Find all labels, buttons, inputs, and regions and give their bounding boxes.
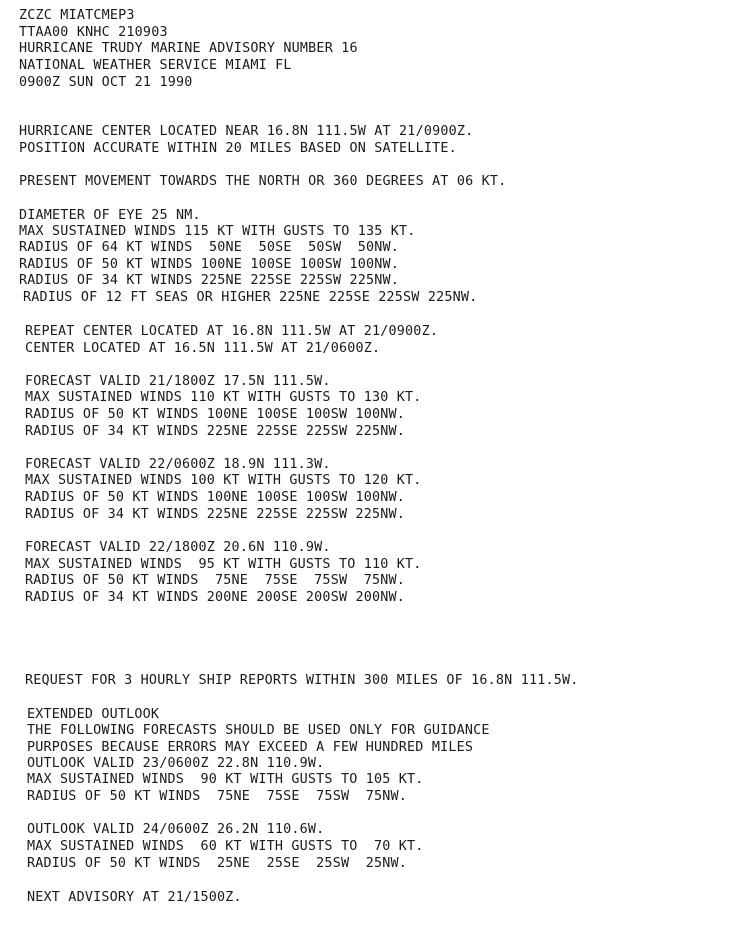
forecast-3-valid: FORECAST VALID 22/1800Z 20.6N 110.9W. bbox=[25, 540, 331, 555]
advisory-title: HURRICANE TRUDY MARINE ADVISORY NUMBER 16 bbox=[19, 41, 358, 56]
forecast-3-radius-50kt: RADIUS OF 50 KT WINDS 75NE 75SE 75SW 75NW. bbox=[25, 573, 406, 588]
guidance-note-1: THE FOLLOWING FORECASTS SHOULD BE USED ONLY FOR GUIDANCE bbox=[27, 723, 490, 738]
outlook-2-radius-50kt: RADIUS OF 50 KT WINDS 25NE 25SE 25SW 25NW. bbox=[27, 856, 408, 871]
next-advisory: NEXT ADVISORY AT 21/1500Z. bbox=[27, 890, 242, 905]
current-radius-34kt: RADIUS OF 34 KT WINDS 225NE 225SE 225SW 225NW. bbox=[19, 273, 400, 288]
forecast-3-max-winds: MAX SUSTAINED WINDS 95 KT WITH GUSTS TO 110 KT. bbox=[25, 557, 422, 572]
current-max-winds: MAX SUSTAINED WINDS 115 KT WITH GUSTS TO 135 KT. bbox=[19, 224, 416, 239]
outlook-2-max-winds: MAX SUSTAINED WINDS 60 KT WITH GUSTS TO 70 KT. bbox=[27, 839, 424, 854]
current-radius-64kt: RADIUS OF 64 KT WINDS 50NE 50SE 50SW 50NW. bbox=[19, 240, 400, 255]
forecast-2-radius-50kt: RADIUS OF 50 KT WINDS 100NE 100SE 100SW 100NW. bbox=[25, 490, 406, 505]
forecast-1-radius-50kt: RADIUS OF 50 KT WINDS 100NE 100SE 100SW 100NW. bbox=[25, 407, 406, 422]
ship-report-request: REQUEST FOR 3 HOURLY SHIP REPORTS WITHIN 300 MILES OF 16.8N 111.5W. bbox=[25, 673, 579, 688]
forecast-3-radius-34kt: RADIUS OF 34 KT WINDS 200NE 200SE 200SW 200NW. bbox=[25, 590, 406, 605]
header-line-2: TTAA00 KNHC 210903 bbox=[19, 25, 168, 40]
previous-center: CENTER LOCATED AT 16.5N 111.5W AT 21/0600Z. bbox=[25, 341, 381, 356]
guidance-note-2: PURPOSES BECAUSE ERRORS MAY EXCEED A FEW HUNDRED MILES bbox=[27, 740, 474, 755]
outlook-1-max-winds: MAX SUSTAINED WINDS 90 KT WITH GUSTS TO 105 KT. bbox=[27, 772, 424, 787]
center-location: HURRICANE CENTER LOCATED NEAR 16.8N 111.5W AT 21/0900Z. bbox=[19, 124, 474, 139]
outlook-1-valid: OUTLOOK VALID 23/0600Z 22.8N 110.9W. bbox=[27, 756, 325, 771]
current-radius-50kt: RADIUS OF 50 KT WINDS 100NE 100SE 100SW 100NW. bbox=[19, 257, 400, 272]
extended-outlook-heading: EXTENDED OUTLOOK bbox=[27, 707, 160, 722]
forecast-1-valid: FORECAST VALID 21/1800Z 17.5N 111.5W. bbox=[25, 374, 331, 389]
forecast-1-max-winds: MAX SUSTAINED WINDS 110 KT WITH GUSTS TO 130 KT. bbox=[25, 390, 422, 405]
issuing-office: NATIONAL WEATHER SERVICE MIAMI FL bbox=[19, 58, 292, 73]
outlook-1-radius-50kt: RADIUS OF 50 KT WINDS 75NE 75SE 75SW 75NW. bbox=[27, 789, 408, 804]
forecast-2-radius-34kt: RADIUS OF 34 KT WINDS 225NE 225SE 225SW 225NW. bbox=[25, 507, 406, 522]
header-line-1: ZCZC MIATCMEP3 bbox=[19, 8, 135, 23]
eye-diameter: DIAMETER OF EYE 25 NM. bbox=[19, 208, 201, 223]
forecast-1-radius-34kt: RADIUS OF 34 KT WINDS 225NE 225SE 225SW 225NW. bbox=[25, 424, 406, 439]
present-movement: PRESENT MOVEMENT TOWARDS THE NORTH OR 360 DEGREES AT 06 KT. bbox=[19, 174, 507, 189]
forecast-2-max-winds: MAX SUSTAINED WINDS 100 KT WITH GUSTS TO 120 KT. bbox=[25, 473, 422, 488]
forecast-2-valid: FORECAST VALID 22/0600Z 18.9N 111.3W. bbox=[25, 457, 331, 472]
repeat-center: REPEAT CENTER LOCATED AT 16.8N 111.5W AT 21/0900Z. bbox=[25, 324, 439, 339]
position-accuracy: POSITION ACCURATE WITHIN 20 MILES BASED ON SATELLITE. bbox=[19, 141, 457, 156]
issue-time: 0900Z SUN OCT 21 1990 bbox=[19, 75, 193, 90]
outlook-2-valid: OUTLOOK VALID 24/0600Z 26.2N 110.6W. bbox=[27, 822, 325, 837]
current-radius-seas: RADIUS OF 12 FT SEAS OR HIGHER 225NE 225SE 225SW 225NW. bbox=[23, 290, 478, 305]
